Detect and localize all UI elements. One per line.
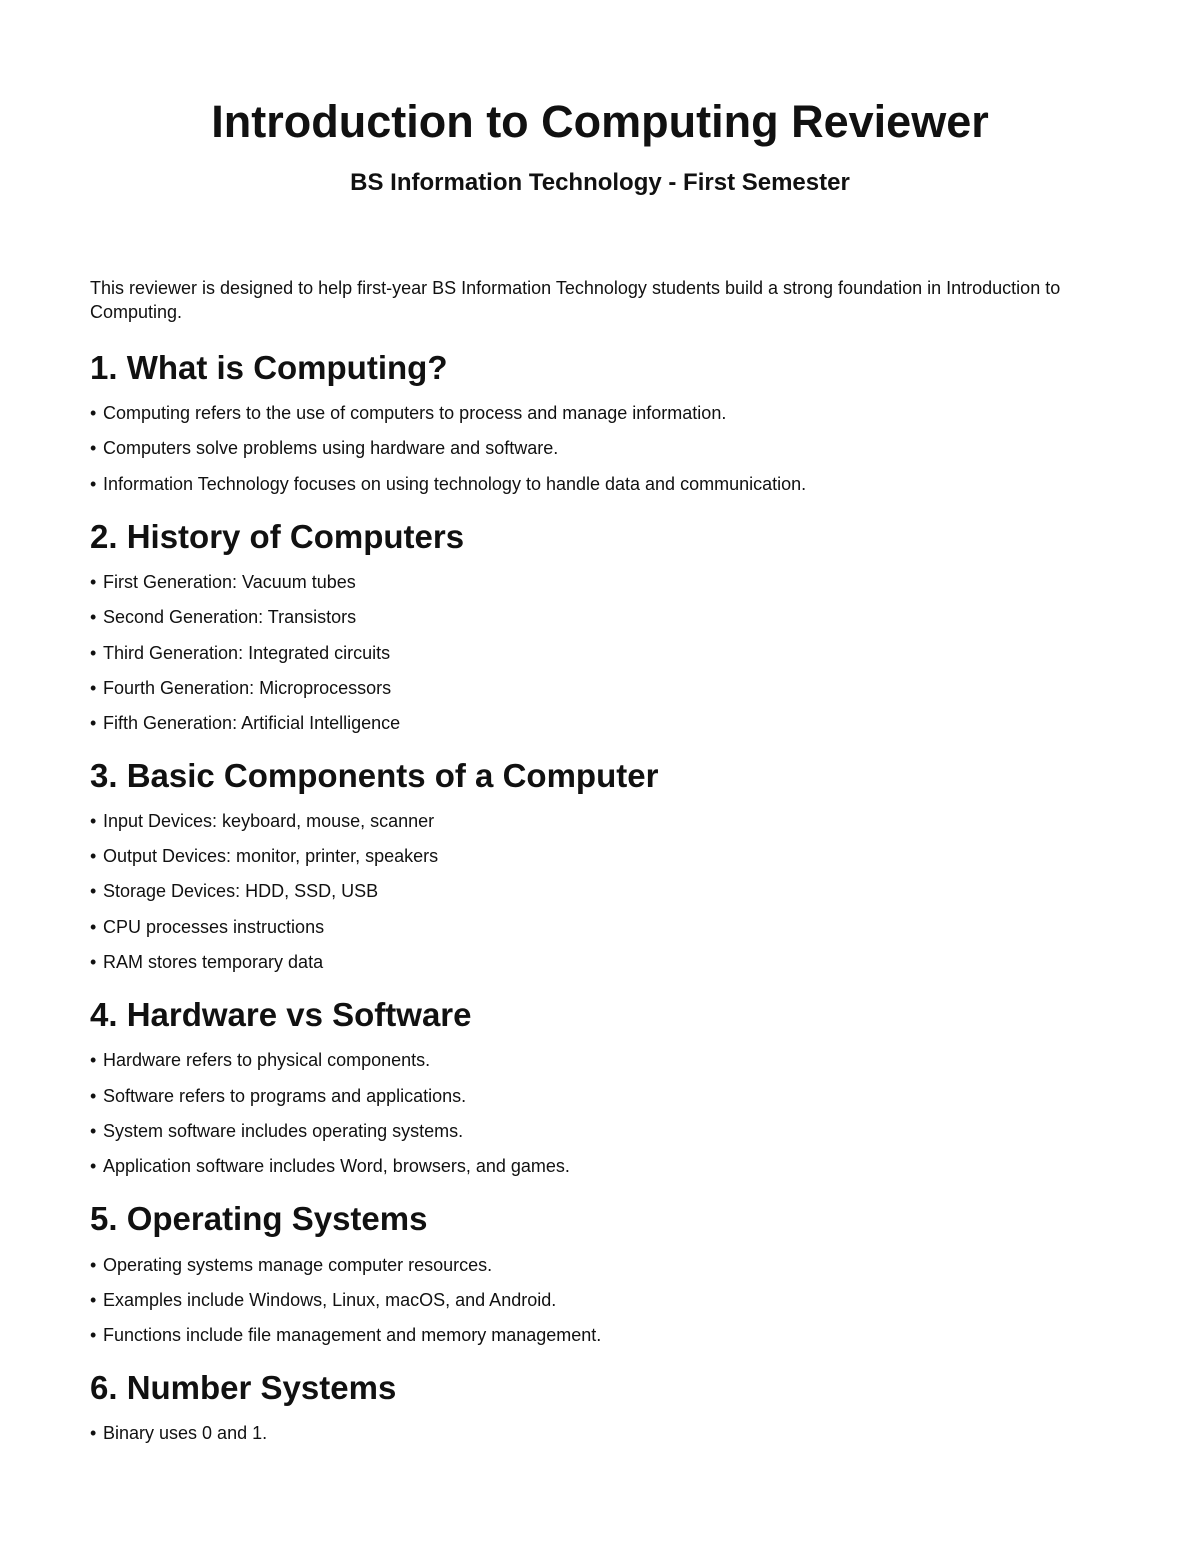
intro-paragraph: This reviewer is designed to help first-year BS Information Technology students build a strong foundation in Introduction to Computing. bbox=[90, 278, 1061, 322]
bullet-icon: • bbox=[90, 1050, 97, 1070]
bullet-icon: • bbox=[90, 1423, 97, 1443]
document-title: Introduction to Computing Reviewer bbox=[211, 96, 989, 147]
bullet-icon: • bbox=[90, 1121, 97, 1141]
bullet-icon: • bbox=[90, 678, 97, 698]
list-item: • Fourth Generation: Microprocessors bbox=[90, 678, 392, 698]
document-subtitle: BS Information Technology - First Semester bbox=[350, 169, 850, 196]
list-item: • Fifth Generation: Artificial Intelligence bbox=[90, 713, 401, 733]
section-heading: 1. What is Computing? bbox=[90, 349, 448, 386]
list-item: • CPU processes instructions bbox=[90, 917, 325, 937]
list-item: • Computing refers to the use of computers to process and manage information. bbox=[90, 403, 727, 423]
bullet-icon: • bbox=[90, 1156, 97, 1176]
bullet-icon: • bbox=[90, 1255, 97, 1275]
list-item: • Hardware refers to physical components. bbox=[90, 1050, 431, 1070]
list-item: • Application software includes Word, browsers, and games. bbox=[90, 1156, 570, 1176]
bullet-icon: • bbox=[90, 1325, 97, 1345]
list-item: • Functions include file management and memory management. bbox=[90, 1325, 602, 1345]
section-heading: 6. Number Systems bbox=[90, 1369, 397, 1406]
list-item: • RAM stores temporary data bbox=[90, 952, 324, 972]
list-item: • Third Generation: Integrated circuits bbox=[90, 643, 391, 663]
list-item: • Binary uses 0 and 1. bbox=[90, 1423, 268, 1443]
bullet-icon: • bbox=[90, 952, 97, 972]
bullet-icon: • bbox=[90, 811, 97, 831]
list-item: • Computers solve problems using hardware and software. bbox=[90, 438, 559, 458]
bullet-icon: • bbox=[90, 572, 97, 592]
bullet-icon: • bbox=[90, 643, 97, 663]
list-item: • Output Devices: monitor, printer, speakers bbox=[90, 846, 439, 866]
bullet-icon: • bbox=[90, 713, 97, 733]
bullet-icon: • bbox=[90, 1086, 97, 1106]
bullet-icon: • bbox=[90, 881, 97, 901]
list-item: • First Generation: Vacuum tubes bbox=[90, 572, 356, 592]
section-heading: 5. Operating Systems bbox=[90, 1200, 428, 1237]
bullet-icon: • bbox=[90, 474, 97, 494]
list-item: • Examples include Windows, Linux, macOS, and Android. bbox=[90, 1290, 557, 1310]
list-item: • System software includes operating systems. bbox=[90, 1121, 464, 1141]
list-item: • Information Technology focuses on using technology to handle data and communication. bbox=[90, 474, 807, 494]
list-item: • Operating systems manage computer resources. bbox=[90, 1255, 493, 1275]
section-heading: 3. Basic Components of a Computer bbox=[90, 757, 659, 794]
bullet-icon: • bbox=[90, 846, 97, 866]
list-item: • Second Generation: Transistors bbox=[90, 607, 357, 627]
list-item: • Input Devices: keyboard, mouse, scanner bbox=[90, 811, 435, 831]
section-heading: 4. Hardware vs Software bbox=[90, 996, 472, 1033]
bullet-icon: • bbox=[90, 1290, 97, 1310]
list-item: • Software refers to programs and applications. bbox=[90, 1086, 467, 1106]
bullet-icon: • bbox=[90, 607, 97, 627]
bullet-icon: • bbox=[90, 917, 97, 937]
bullet-icon: • bbox=[90, 403, 97, 423]
bullet-icon: • bbox=[90, 438, 97, 458]
list-item: • Storage Devices: HDD, SSD, USB bbox=[90, 881, 379, 901]
section-heading: 2. History of Computers bbox=[90, 518, 465, 555]
